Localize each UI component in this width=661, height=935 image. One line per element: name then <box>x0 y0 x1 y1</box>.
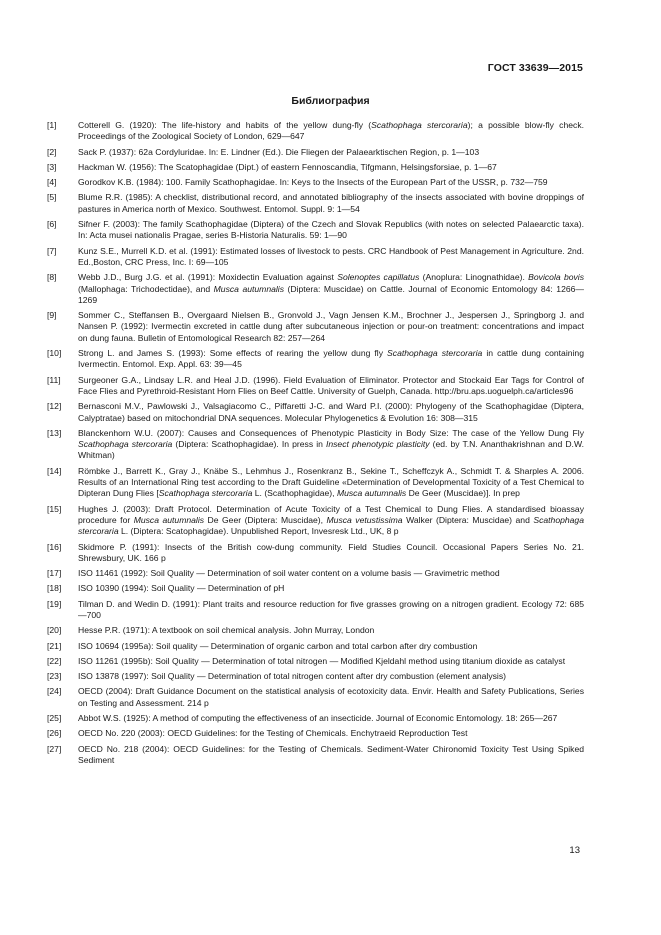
reference-text-segment: Hackman W. (1956): The Scatophagidae (Dipt.) of eastern Fennoscandia, Tifgmann, Helsingsforsiae, p. 1—67 <box>78 161 497 172</box>
reference-item <box>47 177 584 188</box>
reference-number: [2] <box>47 146 57 157</box>
reference-text-segment: Hughes J. (2003): Draft Protocol. Determination of Acute Toxicity of a Test Chemical to Dung Flies. A standardised bioassay procedure for <box>78 503 584 525</box>
reference-text <box>78 162 584 173</box>
reference-text-segment: Abbot W.S. (1925): A method of computing the effectiveness of an insecticide. Journal of Economic Entomology. 18: 265—267 <box>78 713 558 724</box>
reference-number: [26] <box>47 728 62 739</box>
reference-number: [18] <box>47 583 62 594</box>
reference-number: [23] <box>47 671 62 682</box>
reference-number: [16] <box>47 541 62 552</box>
reference-number: [17] <box>47 568 62 579</box>
reference-item <box>47 656 584 667</box>
reference-text-segment: Sifner F. (2003): The family Scathophagidae (Diptera) of the Czech and Slovak Republics (with notes on selected Palaearctic taxa). In: Acta musei nationalis Pragae, series B-Historia Naturalis. 59: 1—90 <box>78 219 584 241</box>
reference-number: [10] <box>47 348 62 359</box>
reference-text-italic: Musca autumnalis <box>336 488 407 499</box>
reference-item <box>47 401 584 424</box>
reference-text <box>78 375 584 398</box>
reference-text-italic: Scathophaga stercoraria <box>78 439 173 450</box>
reference-item <box>47 625 584 636</box>
reference-text <box>78 272 584 306</box>
reference-text-segment: ISO 13878 (1997): Soil Quality — Determination of total nitrogen content after dry combustion (element analysis) <box>78 671 506 682</box>
reference-text-italic: Musca autumnalis <box>133 514 205 525</box>
reference-text-segment: in cattle dung containing Ivermectin. Entomol. Exp. Appl. 63: 39—45 <box>78 348 584 370</box>
reference-number: [20] <box>47 625 62 636</box>
reference-text-italic: Insect phenotypic plasticity <box>325 439 430 450</box>
reference-text-italic: Bovicola bovis <box>528 272 585 283</box>
reference-item <box>47 466 584 500</box>
reference-item <box>47 147 584 158</box>
reference-text-italic: Musca vetustissima <box>326 514 403 525</box>
reference-text <box>78 713 584 724</box>
reference-text-segment: Cotterell G. (1920): The life-history and habits of the yellow dung-fly ( <box>78 120 372 130</box>
reference-text-segment: Skidmore P. (1991): Insects of the British cow-dung community. Field Studies Council. Occasional Papers Series No. 21. Shrewsbury, UK. 166 p <box>78 541 584 563</box>
reference-text <box>78 177 584 188</box>
reference-number: [21] <box>47 640 62 651</box>
page-title: Библиография <box>291 95 370 107</box>
reference-text-segment: OECD (2004): Draft Guidance Document on the statistical analysis of ecotoxicity data. Envir. Health and Safety Publications, Series on Testing and Assessment. 214 p <box>78 686 584 708</box>
reference-text <box>78 583 584 594</box>
reference-number: [7] <box>47 245 57 256</box>
reference-item <box>47 686 584 709</box>
reference-number: [8] <box>47 272 57 283</box>
reference-text-segment: Gorodkov K.B. (1984): 100. Family Scathophagidae. In: Keys to the Insects of the European Part of the USSR, p. 732—759 <box>78 177 548 188</box>
reference-item <box>47 120 584 143</box>
reference-text <box>78 348 584 371</box>
reference-text <box>78 428 584 462</box>
reference-text <box>78 744 584 767</box>
reference-item <box>47 219 584 242</box>
reference-text-segment: L. (Scathophagidae), <box>252 488 337 499</box>
standard-code: ГОСТ 33639—2015 <box>487 62 583 74</box>
reference-text <box>78 625 584 636</box>
reference-number: [6] <box>47 219 57 230</box>
reference-text <box>78 568 584 579</box>
reference-item <box>47 504 584 538</box>
reference-text-segment: Kunz S.E., Murrell K.D. et al. (1991): Estimated losses of livestock to pests. CRC Handbook of Pest Management in Agriculture. 2nd. Ed.,Boston, CRC Press, Inc. I: 69—105 <box>78 245 584 267</box>
reference-text-segment: (Anoplura: Linognathidae). <box>419 272 529 283</box>
reference-text-segment: OECD No. 218 (2004): OECD Guidelines: for the Testing of Chemicals. Sediment-Water Chironomid Toxicity Test Using Spiked Sediment <box>78 743 584 765</box>
reference-text-segment: De Geer (Diptera: Muscidae), <box>204 514 327 525</box>
reference-number: [14] <box>47 465 62 476</box>
reference-text <box>78 147 584 158</box>
reference-number: [1] <box>47 120 57 130</box>
page-number: 13 <box>569 845 580 856</box>
reference-text-segment: Webb J.D., Burg J.G. et al. (1991): Moxidectin Evaluation against <box>78 272 338 283</box>
reference-text-italic: Scathophaga stercoraria <box>158 488 253 499</box>
reference-text-italic: Scathophaga stercoraria <box>387 348 483 359</box>
reference-text <box>78 599 584 622</box>
reference-text <box>78 504 584 538</box>
reference-item <box>47 671 584 682</box>
reference-text-segment: Surgeoner G.A., Lindsay L.R. and Heal J.D. (1996). Field Evaluation of Eliminator. Protector and Stockaid Ear Tags for Control of Face Flies and Pyrethroid-Resistant Horn Flies on Beef Cattle. University of Guelph, Canada. http://bru.aps.uoguelph.ca/articles96 <box>78 374 584 396</box>
reference-number: [3] <box>47 161 57 172</box>
reference-text-segment: (Diptera: Muscidae) on Cattle. Journal of Economic Entomology 84: 1266—1269 <box>78 283 584 305</box>
reference-number: [13] <box>47 427 62 438</box>
reference-text <box>78 219 584 242</box>
reference-text <box>78 401 584 424</box>
reference-text <box>78 728 584 739</box>
reference-number: [24] <box>47 686 62 697</box>
reference-text-segment: (Mallophaga: Trichodectidae), and <box>78 283 214 294</box>
reference-item <box>47 542 584 565</box>
reference-text <box>78 310 584 344</box>
reference-text-segment: OECD No. 220 (2003): OECD Guidelines: for the Testing of Chemicals. Enchytraeid Reproduction Test <box>78 728 468 739</box>
reference-text <box>78 466 584 500</box>
reference-text-segment: Walker (Diptera: Muscidae) and <box>402 514 534 525</box>
reference-number: [5] <box>47 192 57 203</box>
reference-text <box>78 641 584 652</box>
reference-number: [27] <box>47 743 62 754</box>
reference-text-segment: De Geer (Muscidae)]. In prep <box>406 488 520 499</box>
reference-text-segment: Sommer C., Steffansen B., Overgaard Nielsen B., Gronvold J., Vagn Jensen K.M., Brochner J., Jespersen J., Springborg J. and Nansen P. (1992): Ivermectin excreted in cattle dung after subcutaneous injection or pour-on treatment: concentrations and impact on dung fauna. Bulletin of Entomological Research 82: 257—264 <box>78 310 584 343</box>
reference-text-segment: (ed. by T.N. Ananthakrishnan and D.W. Whitman) <box>78 439 584 461</box>
reference-text <box>78 246 584 269</box>
reference-text-segment: ); a possible blow-fly check. Proceedings of the Zoological Society of London, 629—647 <box>78 120 585 142</box>
reference-item <box>47 192 584 215</box>
reference-item <box>47 583 584 594</box>
reference-text-segment: (Diptera: Scathophagidae). In press in <box>172 439 326 450</box>
reference-text <box>78 686 584 709</box>
reference-item <box>47 272 584 306</box>
reference-item <box>47 728 584 739</box>
reference-item <box>47 162 584 173</box>
reference-item <box>47 744 584 767</box>
reference-text-italic: Scathophaga stercoraria <box>371 120 468 130</box>
reference-text-segment: L. (Diptera: Scatophagidae). Unpublished Report, Invesresk Ltd., UK, 8 p <box>118 526 399 537</box>
reference-text-segment: Römbke J., Barrett K., Gray J., Knäbe S., Lehmhus J., Rosenkranz B., Sekine T., Scheffczyk A., Schmidt T. & Sharples A. 2006. Results of an International Ring test according to the Draft Guideline «Determination of Developmental Toxicity of a Test Chemical to Dipteran Dung Flies [ <box>78 465 584 499</box>
reference-item <box>47 246 584 269</box>
reference-text-segment: ISO 10694 (1995a): Soil quality — Determination of organic carbon and total carbon after dry combustion <box>78 640 478 651</box>
reference-item <box>47 713 584 724</box>
reference-text-segment: ISO 11461 (1992): Soil Quality — Determination of soil water content on a volume basis — Gravimetric method <box>78 568 500 579</box>
reference-number: [4] <box>47 177 57 188</box>
reference-number: [12] <box>47 401 62 412</box>
reference-list <box>47 120 584 770</box>
reference-item <box>47 568 584 579</box>
reference-text <box>78 671 584 682</box>
reference-number: [11] <box>47 374 61 385</box>
reference-text <box>78 120 584 143</box>
reference-item <box>47 310 584 344</box>
reference-text-segment: Tilman D. and Wedin D. (1991): Plant traits and resource reduction for five grasses growing on a nitrogen gradient. Ecology 72: 685—700 <box>78 598 584 620</box>
reference-item <box>47 428 584 462</box>
reference-text-segment: Hesse P.R. (1971): A textbook on soil chemical analysis. John Murray, London <box>78 625 375 636</box>
reference-item <box>47 641 584 652</box>
reference-text-segment: Bernasconi M.V., Pawlowski J., Valsagiacomo C., Piffaretti J-C. and Ward P.I. (2000): Phylogeny of the Scathophagidae (Diptera, Calyptratae) based on mitochondrial DNA sequences. Molecular Phylogenetics & Evolution 16: 308—315 <box>78 401 584 423</box>
reference-number: [19] <box>47 598 62 609</box>
reference-number: [25] <box>47 713 62 724</box>
reference-item <box>47 375 584 398</box>
reference-item <box>47 599 584 622</box>
reference-text <box>78 192 584 215</box>
reference-text-segment: Blume R.R. (1985): A checklist, distributional record, and annotated bibliography of the insects associated with bovine droppings of pastures in America north of Mexico. Southwest. Entomol. Suppl. 9: 1—54 <box>78 192 584 214</box>
reference-item <box>47 348 584 371</box>
reference-text-segment: Blanckenhorn W.U. (2007): Causes and Consequences of Phenotypic Plasticity in Body Size: The case of the Yellow Dung Fly <box>78 427 584 438</box>
reference-number: [22] <box>47 655 62 666</box>
reference-text-italic: Solenoptes capillatus <box>337 272 420 283</box>
reference-text-segment: ISO 11261 (1995b): Soil Quality — Determination of total nitrogen — Modified Kjeldahl method using titanium dioxide as catalyst <box>78 655 566 666</box>
reference-text-segment: Sack P. (1937): 62a Cordyluridae. In: E. Lindner (Ed.). Die Fliegen der Palaearktischen Region, p. 1—103 <box>78 146 480 157</box>
reference-text-italic: Scathophaga stercoraria <box>78 514 584 537</box>
reference-number: [15] <box>47 503 62 514</box>
reference-text <box>78 656 584 667</box>
reference-text-italic: Musca autumnalis <box>213 283 284 294</box>
reference-number: [9] <box>47 310 57 321</box>
reference-text <box>78 542 584 565</box>
reference-text-segment: ISO 10390 (1994): Soil Quality — Determination of pH <box>78 583 285 594</box>
reference-text-segment: Strong L. and James S. (1993): Some effects of rearing the yellow dung fly <box>78 348 388 359</box>
